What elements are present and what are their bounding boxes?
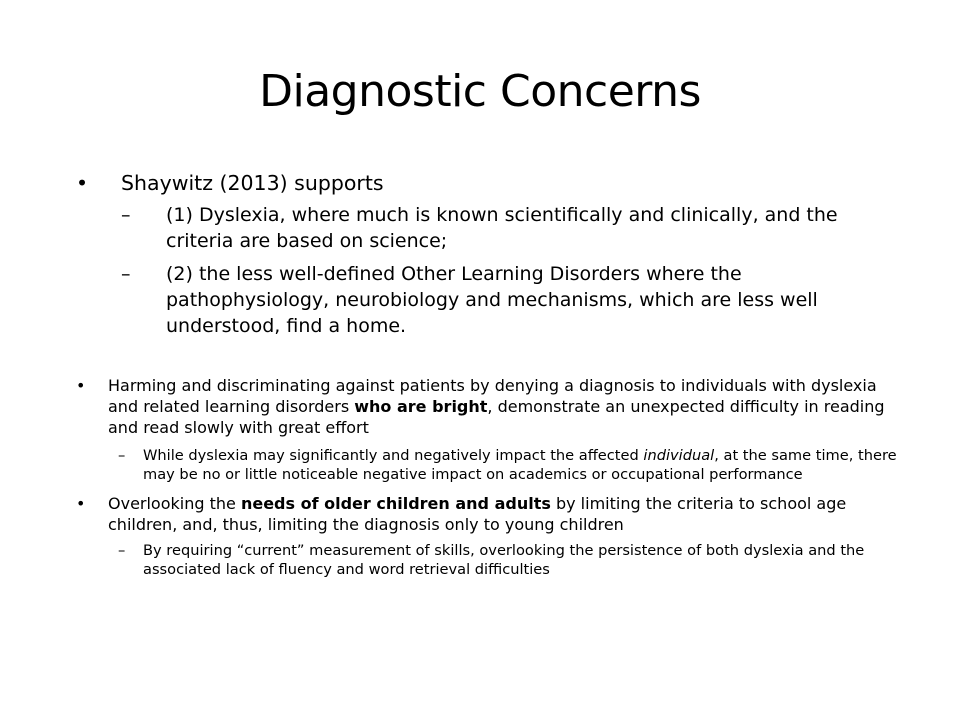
- bullet-icon: •: [76, 171, 89, 195]
- bullet-text-part: , demonstrate an unexpected difficulty in reading and read slowly with great effort: [108, 397, 885, 437]
- sub-point-text: (2) the less well-defined Other Learning Disorders where the pathophysiology, neurobiology and mechanisms, which are less well understood, find a home.: [166, 263, 818, 337]
- bullet-text-bold: needs of older children and adults: [240, 494, 551, 513]
- sub-point-current-measurement: [118, 541, 906, 579]
- bullet-text-bold: who are bright: [354, 397, 488, 416]
- sub-point-text-italic: individual: [643, 447, 715, 464]
- bullet-text-part: by limiting the criteria to school age children, and, thus, limiting the diagnosis only to young children: [108, 494, 847, 534]
- sub-point-impact: [118, 446, 906, 484]
- bullet-text-part: Overlooking the: [108, 494, 241, 513]
- sub-point-text-part: , at the same time, there may be no or little noticeable negative impact on academics or occupational performance: [143, 447, 897, 483]
- bullet-text: Shaywitz (2013) supports: [121, 171, 384, 195]
- bullet-text-part: Harming and discriminating against patients by denying a diagnosis to individuals with dyslexia and related learning disorders: [108, 376, 877, 416]
- sub-point-dyslexia: [121, 202, 906, 254]
- bullet-point-harming: [76, 375, 906, 438]
- bullet-point-shaywitz: [76, 170, 906, 196]
- dash-icon: –: [118, 542, 126, 559]
- dash-icon: –: [118, 447, 126, 464]
- sub-point-text: (1) Dyslexia, where much is known scientifically and clinically, and the criteria are based on science;: [166, 204, 838, 252]
- dash-icon: –: [121, 204, 131, 226]
- bullet-icon: •: [76, 494, 86, 513]
- dash-icon: –: [121, 263, 131, 285]
- slide-title: Diagnostic Concerns: [259, 66, 701, 117]
- sub-point-other-disorders: [121, 261, 906, 339]
- sub-point-text-part: While dyslexia may significantly and negatively impact the affected: [143, 447, 644, 464]
- bullet-icon: •: [76, 376, 86, 395]
- bullet-point-overlooking: [76, 493, 906, 535]
- sub-point-text: By requiring “current” measurement of skills, overlooking the persistence of both dyslexia and the associated lack of fluency and word retrieval difficulties: [143, 542, 865, 578]
- slide-body: [76, 170, 906, 579]
